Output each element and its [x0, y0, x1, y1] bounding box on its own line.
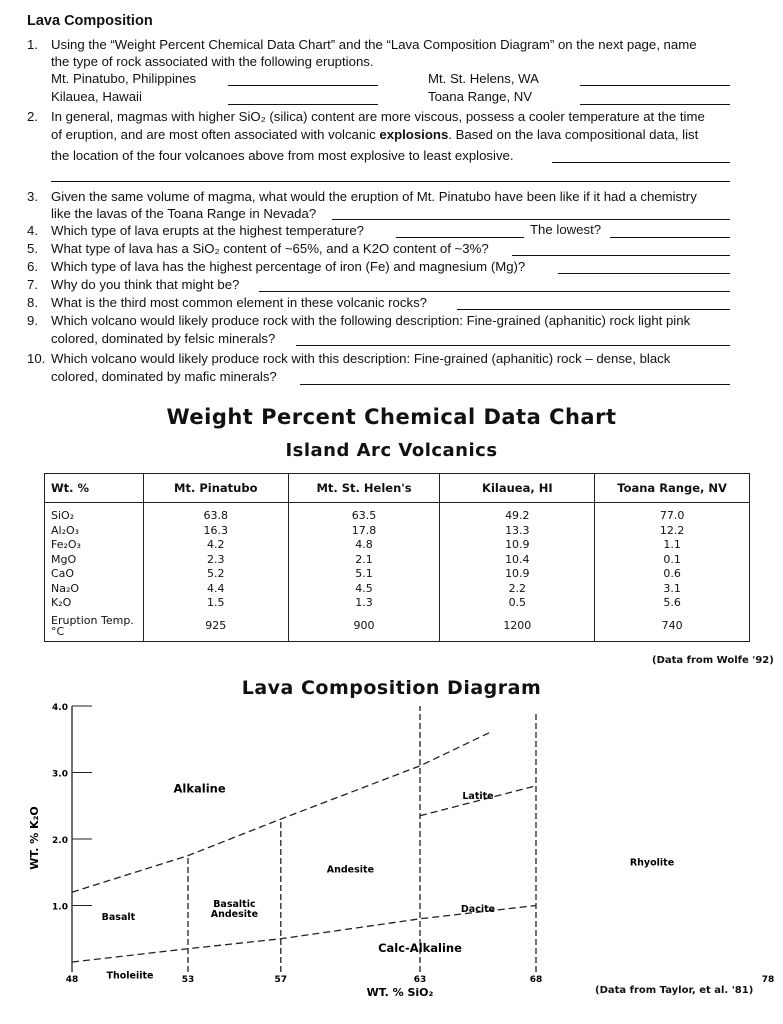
header-cell: Toana Range, NV [595, 474, 750, 503]
field-label: Tholeiite [106, 970, 154, 982]
x-tick-label: 53 [181, 975, 195, 985]
label-sthelens: Mt. St. Helens, WA [428, 71, 539, 86]
x-axis-label: WT. % SiO₂ [366, 986, 434, 999]
table-cell: 77.0 [595, 503, 750, 524]
table-cell: 5.6 [595, 596, 750, 611]
table-cell: 10.9 [440, 538, 595, 553]
question-text: the location of the four volcanoes above from most explosive to least explosive. [51, 148, 514, 163]
label-pinatubo: Mt. Pinatubo, Philippines [51, 71, 197, 86]
table-row [45, 596, 750, 611]
answer-line-q7[interactable] [259, 291, 730, 292]
table-cell: 1.1 [595, 538, 750, 553]
x-tick-label: 57 [274, 975, 288, 985]
table-cell: 0.1 [595, 553, 750, 568]
table-cell: 2.2 [440, 582, 595, 597]
question-text: What type of lava has a SiO₂ content of ~65%, and a K2O content of ~3%? [51, 241, 489, 256]
y-tick-label: 1.0 [52, 902, 68, 913]
table-row [45, 538, 750, 553]
question-text: like the lavas of the Toana Range in Nevada? [51, 206, 317, 221]
alkaline-boundary-line [72, 733, 490, 893]
row-label: CaO [45, 567, 144, 582]
x-tick-label: 63 [413, 975, 427, 985]
row-label: MgO [45, 553, 144, 568]
table-cell: 16.3 [143, 524, 288, 539]
table-cell: 1.3 [288, 596, 440, 611]
label-toana: Toana Range, NV [428, 89, 533, 104]
table-cell: 4.8 [288, 538, 440, 553]
answer-line-highest-temp[interactable] [396, 237, 524, 238]
x-tick-label: 68 [529, 975, 543, 985]
table-cell: 1200 [440, 611, 595, 642]
table-cell: 10.9 [440, 567, 595, 582]
table-source: (Data from Wolfe '92) [652, 655, 774, 666]
table-row [45, 567, 750, 582]
question-number: 9. [27, 313, 38, 328]
table-header-row [45, 474, 750, 503]
field-label: Dacite [460, 904, 496, 916]
field-label: Andesite [326, 864, 375, 876]
y-tick-label: 3.0 [52, 769, 68, 780]
table-cell: 17.8 [288, 524, 440, 539]
question-text: Which type of lava erupts at the highest temperature? [51, 223, 365, 238]
answer-line-lowest-temp[interactable] [610, 237, 730, 238]
question-text: Which type of lava has the highest percentage of iron (Fe) and magnesium (Mg)? [51, 259, 526, 274]
y-axis-label: WT. % K₂O [28, 806, 41, 870]
y-tick-label: 4.0 [52, 703, 68, 713]
question-number: 1. [27, 37, 38, 52]
answer-line-sthelens[interactable] [580, 85, 730, 86]
question-number: 4. [27, 223, 38, 238]
table-cell: 13.3 [440, 524, 595, 539]
question-text: colored, dominated by mafic minerals? [51, 369, 277, 384]
header-cell: Kilauea, HI [440, 474, 595, 503]
question-number: 2. [27, 109, 38, 124]
table-cell: 5.1 [288, 567, 440, 582]
x-tick-label: 78 [761, 975, 775, 985]
field-label: Calc-Alkaline [378, 941, 462, 956]
field-label: Latite [462, 791, 494, 803]
answer-line-pinatubo[interactable] [228, 85, 378, 86]
header-cell: Wt. % [45, 474, 144, 503]
field-label: Alkaline [173, 781, 226, 796]
latite-boundary-line [420, 786, 536, 816]
question-number: 3. [27, 189, 38, 204]
chemical-data-table [44, 473, 750, 642]
table-cell: 10.4 [440, 553, 595, 568]
answer-line-q6[interactable] [558, 273, 730, 274]
table-cell: 2.3 [143, 553, 288, 568]
question-number: 6. [27, 259, 38, 274]
x-tick-label: 48 [65, 975, 79, 985]
header-cell: Mt. St. Helen's [288, 474, 440, 503]
table-cell: 63.5 [288, 503, 440, 524]
question-text: Given the same volume of magma, what would the eruption of Mt. Pinatubo have been like if it had a chemistry [51, 189, 697, 204]
table-cell: 1.5 [143, 596, 288, 611]
table-row [45, 503, 750, 524]
row-label: Al₂O₃ [45, 524, 144, 539]
question-number: 10. [27, 351, 46, 366]
question-text-a: of eruption, and are most often associated with volcanic [51, 127, 380, 142]
table-subtitle: Island Arc Volcanics [285, 440, 498, 461]
table-cell: 0.5 [440, 596, 595, 611]
diagram-title: Lava Composition Diagram [241, 677, 542, 699]
answer-line-explosive-2[interactable] [51, 181, 730, 182]
table-cell: 900 [288, 611, 440, 642]
answer-line-kilauea[interactable] [228, 104, 378, 105]
field-label: Basaltic Andesite [210, 899, 259, 921]
row-label: Na₂O [45, 582, 144, 597]
question-number: 8. [27, 295, 38, 310]
table-cell: 12.2 [595, 524, 750, 539]
table-row [45, 524, 750, 539]
table-cell: 925 [143, 611, 288, 642]
answer-line-q8[interactable] [457, 309, 730, 310]
table-cell: 2.1 [288, 553, 440, 568]
question-text: Why do you think that might be? [51, 277, 240, 292]
table-cell: 4.4 [143, 582, 288, 597]
table-title: Weight Percent Chemical Data Chart [166, 405, 617, 429]
table-cell: 740 [595, 611, 750, 642]
worksheet-title: Lava Composition [27, 13, 153, 29]
row-label: Eruption Temp. °C [45, 611, 144, 642]
table-cell: 4.5 [288, 582, 440, 597]
y-tick-label: 2.0 [52, 836, 68, 846]
question-text-b: . Based on the lava compositional data, list [448, 127, 699, 142]
question-text: What is the third most common element in these volcanic rocks? [51, 295, 427, 310]
question-number: 5. [27, 241, 38, 256]
table-cell: 0.6 [595, 567, 750, 582]
row-label: SiO₂ [45, 503, 144, 524]
answer-line-q5[interactable] [512, 255, 730, 256]
table-cell: 4.2 [143, 538, 288, 553]
label-kilauea: Kilauea, Hawaii [51, 89, 142, 104]
row-label: Fe₂O₃ [45, 538, 144, 553]
table-row [45, 582, 750, 597]
table-cell: 63.8 [143, 503, 288, 524]
table-row [45, 611, 750, 642]
question-text [51, 126, 698, 144]
answer-line-q3[interactable] [332, 219, 730, 220]
label-lowest: The lowest? [530, 222, 602, 237]
answer-line-explosive[interactable] [552, 162, 730, 163]
row-label: K₂O [45, 596, 144, 611]
table-row [45, 553, 750, 568]
diagram-source: (Data from Taylor, et al. '81) [595, 985, 754, 996]
question-text: colored, dominated by felsic minerals? [51, 331, 276, 346]
answer-line-q9[interactable] [296, 345, 730, 346]
field-label: Rhyolite [629, 857, 675, 869]
table-cell: 49.2 [440, 503, 595, 524]
tholeiite-boundary-line [72, 906, 536, 963]
answer-line-toana[interactable] [580, 104, 730, 105]
question-text: Using the “Weight Percent Chemical Data Chart” and the “Lava Composition Diagram” on the next page, name [51, 37, 697, 52]
question-text: the type of rock associated with the following eruptions. [51, 54, 374, 69]
table-cell: 5.2 [143, 567, 288, 582]
question-number: 7. [27, 277, 38, 292]
question-text: Which volcano would likely produce rock with this description: Fine-grained (aphanitic) rock – dense, black [51, 351, 671, 366]
answer-line-q10[interactable] [300, 384, 730, 385]
table-cell: 3.1 [595, 582, 750, 597]
question-text: Which volcano would likely produce rock with the following description: Fine-grained (aphanitic) rock light pink [51, 313, 691, 328]
question-text: In general, magmas with higher SiO₂ (silica) content are more viscous, possess a cooler temperature at the time [51, 109, 705, 124]
field-label: Basalt [101, 912, 136, 924]
explosions-emphasis: explosions [379, 127, 449, 142]
header-cell: Mt. Pinatubo [143, 474, 288, 503]
